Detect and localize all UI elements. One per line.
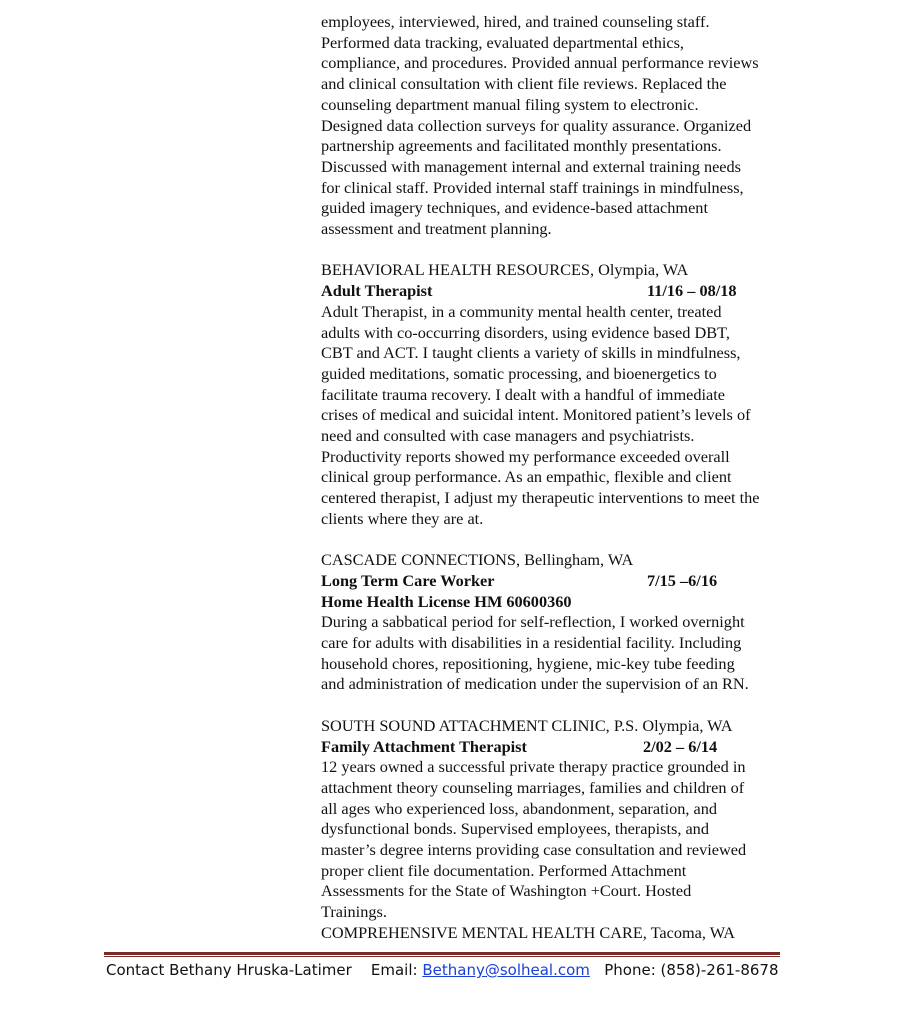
job-description-line: clients where they are at.: [321, 508, 484, 528]
intro-line: and clinical consultation with client file reviews. Replaced the: [321, 74, 727, 94]
email-label: Email:: [370, 961, 418, 979]
job-description-line: facilitate trauma recovery. I dealt with a handful of immediate: [321, 384, 725, 404]
intro-paragraph: [321, 12, 821, 240]
job-description-line: crises of medical and suicidal intent. Monitored patient’s levels of: [321, 405, 751, 425]
job-description-line: and administration of medication under the supervision of an RN.: [321, 674, 749, 694]
job-title: Adult Therapist: [321, 281, 433, 301]
intro-line: Designed data collection surveys for quality assurance. Organized: [321, 115, 752, 135]
intro-line: counseling department manual filing system to electronic.: [321, 94, 699, 114]
employer-heading: COMPREHENSIVE MENTAL HEALTH CARE, Tacoma, WA: [321, 922, 736, 942]
job-description-line: master’s degree interns providing case consultation and reviewed: [321, 840, 747, 860]
job-description-line: dysfunctional bonds. Supervised employees, therapists, and: [321, 819, 709, 839]
employer-heading: CASCADE CONNECTIONS, Bellingham, WA: [321, 550, 634, 570]
intro-line: partnership agreements and facilitated monthly presentations.: [321, 136, 722, 156]
job-entry: [321, 260, 821, 529]
intro-line: Discussed with management internal and external training needs: [321, 156, 742, 176]
job-title: Long Term Care Worker: [321, 570, 495, 590]
intro-line: for clinical staff. Provided internal staff trainings in mindfulness,: [321, 177, 744, 197]
job-description-line: clinical group performance. As an empathic, flexible and client: [321, 467, 732, 487]
job-description-line: need and consulted with case managers and psychiatrists.: [321, 426, 695, 446]
job-description-line: attachment theory counseling marriages, families and children of: [321, 777, 745, 797]
job-description-line: centered therapist, I adjust my therapeutic interventions to meet the: [321, 488, 760, 508]
section-gap: [321, 530, 821, 551]
job-description-line: Trainings.: [321, 902, 387, 922]
job-description-line: Assessments for the State of Washington +Court. Hosted: [321, 881, 692, 901]
section-gap: [321, 240, 821, 261]
job-description-line: CBT and ACT. I taught clients a variety of skills in mindfulness,: [321, 343, 741, 363]
job-description-line: household chores, repositioning, hygiene, mic-key tube feeding: [321, 653, 735, 673]
job-title-row: [321, 737, 821, 758]
resume-body: [321, 12, 821, 944]
footer-contact: [106, 960, 779, 980]
phone-number: (858)-261-8678: [660, 961, 779, 979]
job-entry: [321, 550, 821, 695]
job-title-row: [321, 281, 821, 302]
section-gap: [321, 695, 821, 716]
job-dates: 7/15 –6/16: [647, 570, 718, 590]
job-dates: 11/16 – 08/18: [647, 281, 737, 301]
job-description-line: During a sabbatical period for self-reflection, I worked overnight: [321, 612, 745, 632]
job-description-line: Adult Therapist, in a community mental health center, treated: [321, 301, 722, 321]
intro-line: Performed data tracking, evaluated departmental ethics,: [321, 32, 685, 52]
intro-line: guided imagery techniques, and evidence-based attachment: [321, 198, 708, 218]
job-title-row: [321, 571, 821, 592]
job-description-line: adults with co-occurring disorders, using evidence based DBT,: [321, 322, 730, 342]
intro-line: assessment and treatment planning.: [321, 219, 552, 239]
footer-divider: [104, 952, 780, 955]
job-description-line: care for adults with disabilities in a residential facility. Including: [321, 633, 742, 653]
intro-line: employees, interviewed, hired, and trained counseling staff.: [321, 12, 710, 31]
contact-name: Contact Bethany Hruska-Latimer: [106, 961, 352, 979]
job-dates: 2/02 – 6/14: [643, 736, 718, 756]
employer-heading: BEHAVIORAL HEALTH RESOURCES, Olympia, WA: [321, 260, 689, 280]
email-link[interactable]: Bethany@solheal.com: [422, 961, 590, 979]
job-description-line: 12 years owned a successful private therapy practice grounded in: [321, 757, 746, 777]
phone-label: Phone:: [604, 961, 656, 979]
job-description-line: proper client file documentation. Performed Attachment: [321, 860, 687, 880]
intro-line: compliance, and procedures. Provided annual performance reviews: [321, 53, 759, 73]
footer-divider-thin: [104, 956, 780, 957]
job-description-line: Productivity reports showed my performance exceeded overall: [321, 446, 730, 466]
employer-heading: SOUTH SOUND ATTACHMENT CLINIC, P.S. Olympia, WA: [321, 715, 733, 735]
job-description-line: guided meditations, somatic processing, and bioenergetics to: [321, 363, 717, 383]
job-entry: [321, 716, 821, 923]
license-line: Home Health License HM 60600360: [321, 591, 572, 611]
job-title: Family Attachment Therapist: [321, 736, 527, 756]
job-description-line: all ages who experienced loss, abandonment, separation, and: [321, 798, 718, 818]
